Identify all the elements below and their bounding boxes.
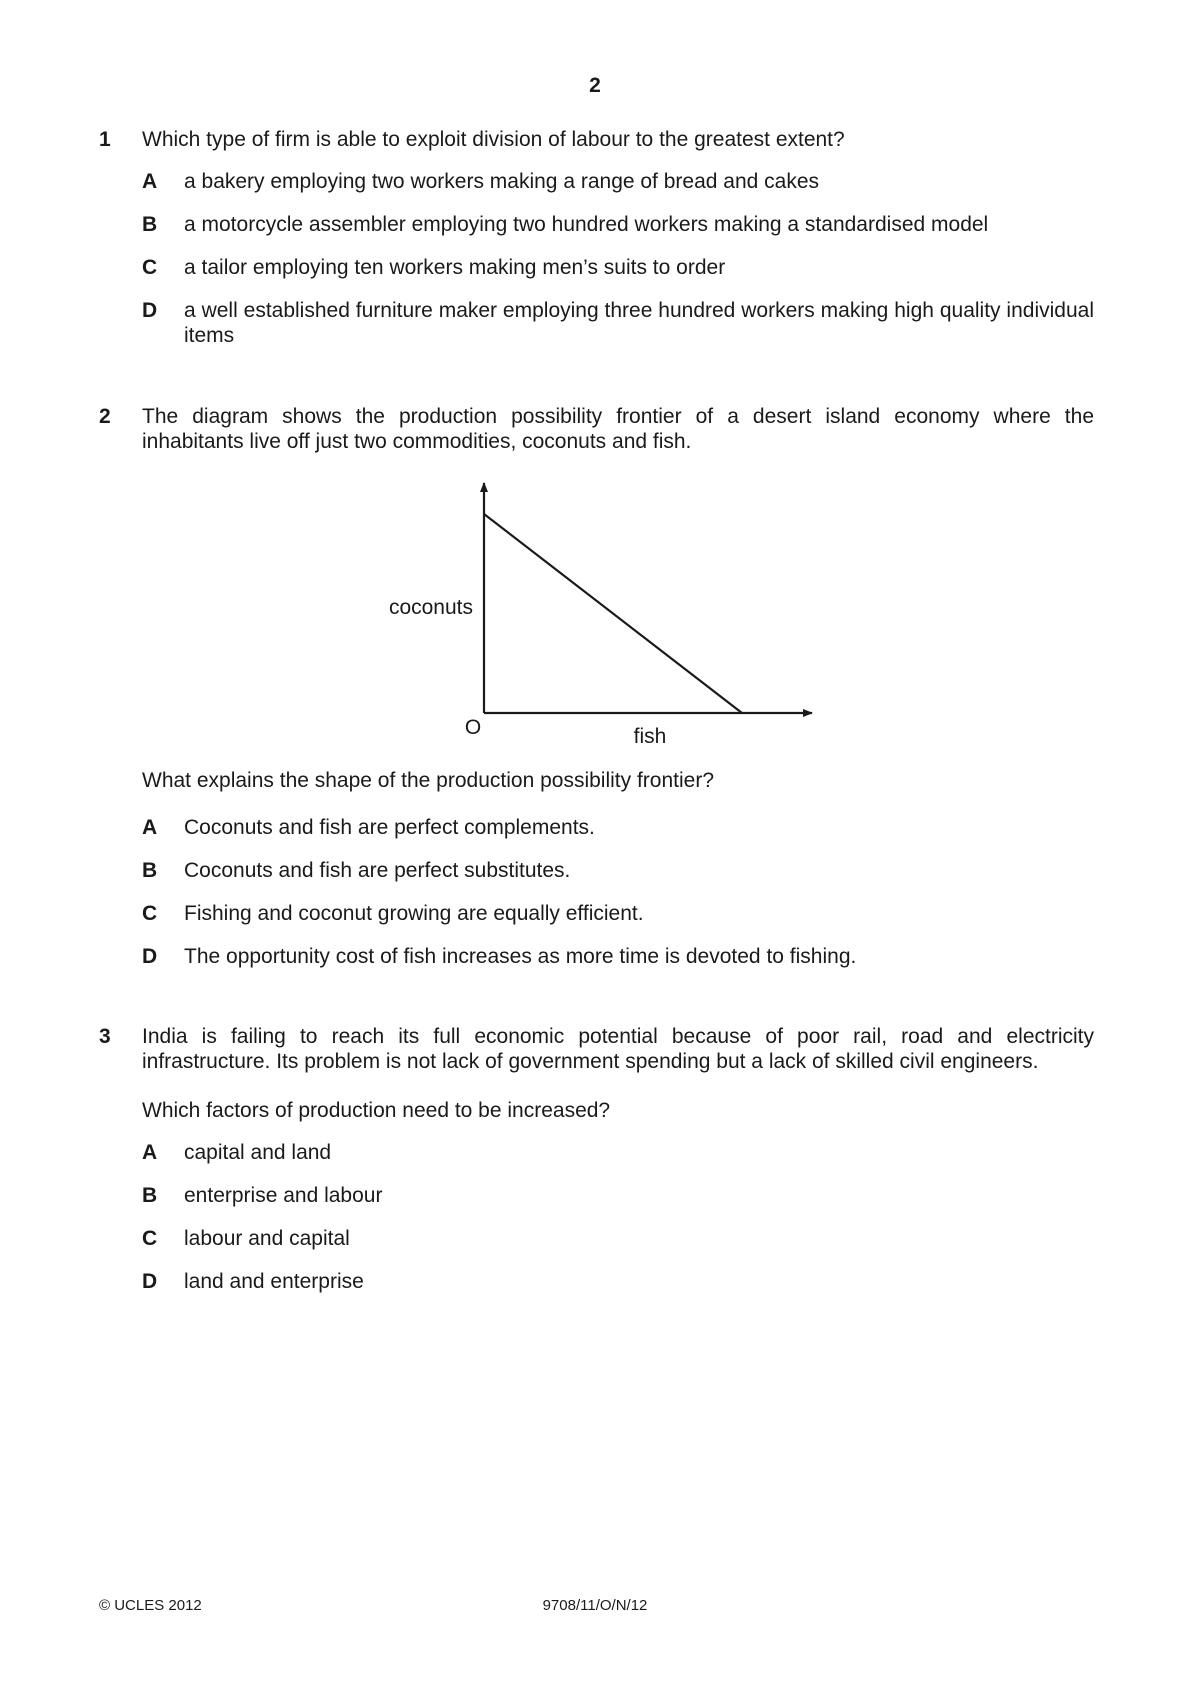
footer-code: 9708/11/O/N/12 [542, 1597, 648, 1614]
option-letter: B [142, 213, 158, 236]
answer-options [142, 815, 1092, 987]
option-text: a motorcycle assembler employing two hundred workers making a standardised model [184, 213, 989, 236]
option-letter: A [142, 1141, 158, 1164]
option-text: a well established furniture maker employing three hundred workers making high quality individual items [184, 299, 1094, 347]
question-number: 1 [99, 128, 111, 151]
option-a [142, 1140, 1094, 1165]
page-number: 2 [589, 74, 601, 97]
question-text: India is failing to reach its full economic potential because of poor rail, road and electricity infrastructure. Its problem is not lack of government spending but a lack of skilled civil engineers. [142, 1025, 1094, 1073]
option-text: land and enterprise [184, 1270, 364, 1293]
option-d [142, 298, 1094, 348]
option-b [142, 212, 1094, 237]
option-letter: C [142, 256, 158, 279]
option-letter: B [142, 859, 158, 882]
y-axis-label: coconuts [388, 596, 473, 619]
option-letter: D [142, 945, 158, 968]
answer-options [142, 1140, 1094, 1294]
option-letter: A [142, 816, 158, 839]
option-text: Coconuts and fish are perfect substitutes. [184, 859, 571, 882]
option-c [142, 255, 1094, 280]
question-2-prompt: What explains the shape of the production possibility frontier? [142, 769, 714, 792]
ppf-diagram [380, 478, 820, 763]
option-text: capital and land [184, 1141, 332, 1164]
option-text: enterprise and labour [184, 1184, 383, 1207]
question-number: 2 [99, 405, 111, 428]
option-text: Coconuts and fish are perfect complements. [184, 816, 595, 839]
option-letter: C [142, 1227, 158, 1250]
option-c [142, 1226, 1094, 1251]
question-2 [99, 404, 1094, 454]
option-letter: D [142, 299, 158, 322]
option-a [142, 815, 1092, 840]
option-text: The opportunity cost of fish increases as more time is devoted to fishing. [184, 945, 857, 968]
question-3 [99, 1024, 1094, 1312]
option-letter: C [142, 902, 158, 925]
footer-copyright: © UCLES 2012 [99, 1597, 202, 1614]
option-b [142, 1183, 1094, 1208]
option-text: a tailor employing ten workers making men’s suits to order [184, 256, 726, 279]
question-text: The diagram shows the production possibility frontier of a desert island economy where the inhabitants live off just two commodities, coconuts and fish. [142, 405, 1094, 453]
question-3-prompt: Which factors of production need to be increased? [142, 1099, 611, 1122]
option-text: labour and capital [184, 1227, 350, 1250]
option-letter: B [142, 1184, 158, 1207]
option-b [142, 858, 1092, 883]
question-1 [99, 127, 1094, 366]
option-a [142, 169, 1094, 194]
answer-options [142, 169, 1094, 348]
option-c [142, 901, 1092, 926]
option-text: a bakery employing two workers making a range of bread and cakes [184, 170, 820, 193]
question-number: 3 [99, 1025, 111, 1048]
option-d [142, 944, 1092, 969]
ppf-line [484, 514, 742, 713]
option-letter: A [142, 170, 158, 193]
question-text: Which type of firm is able to exploit division of labour to the greatest extent? [142, 128, 845, 151]
origin-label: O [464, 716, 482, 739]
ppf-diagram-svg [380, 478, 820, 758]
option-d [142, 1269, 1094, 1294]
option-text: Fishing and coconut growing are equally efficient. [184, 902, 644, 925]
option-letter: D [142, 1270, 158, 1293]
x-axis-label: fish [633, 725, 667, 748]
